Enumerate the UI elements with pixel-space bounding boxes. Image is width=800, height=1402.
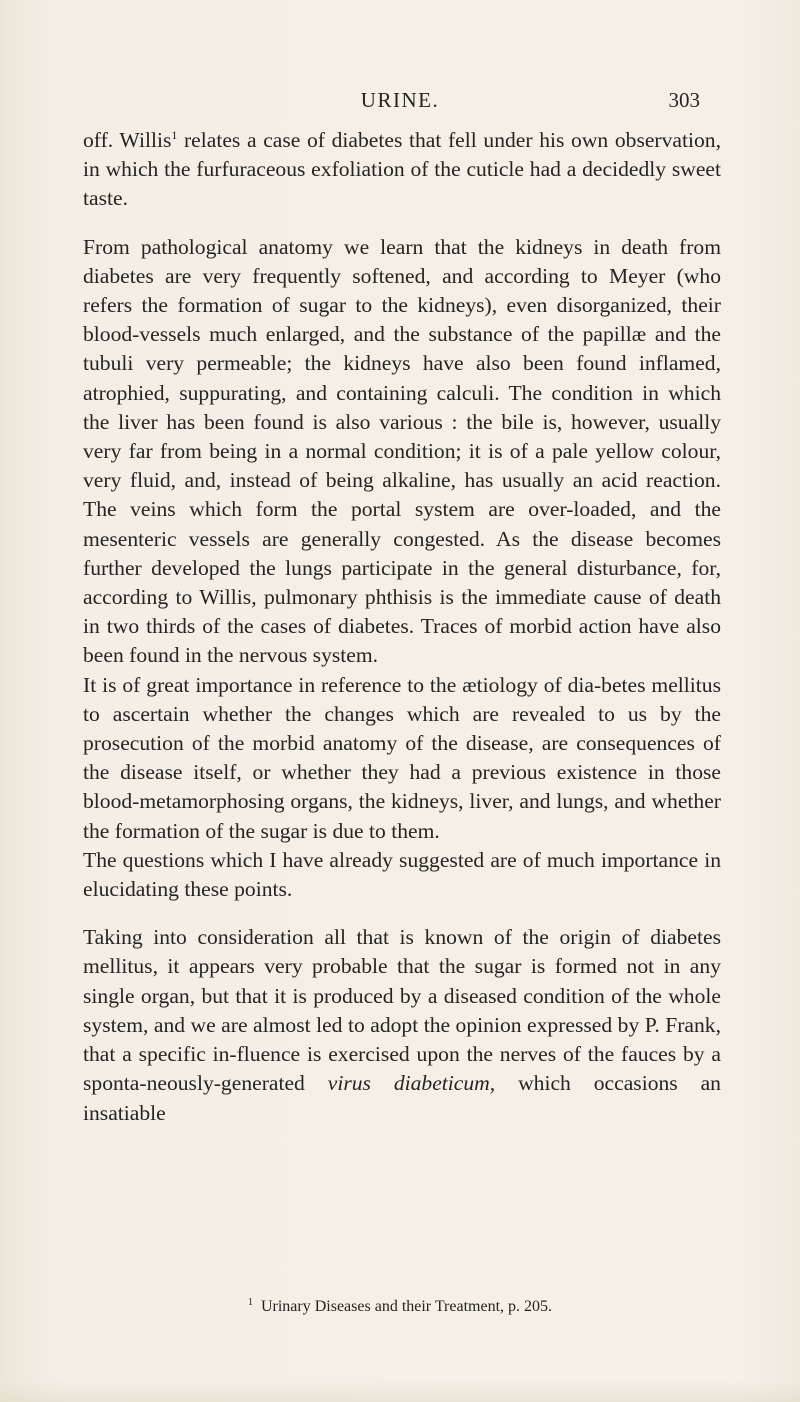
footnote bbox=[0, 1298, 800, 1316]
text-segment: relates a case of diabetes that fell under his own observation, in which the furfuraceous exfoliation of the cuticle had a decidedly sweet taste. bbox=[83, 128, 721, 211]
text-segment: Taking into consideration all that is known of the origin of diabetes mellitus, it appears very probable that the sugar is formed not in any single organ, but that it is produced by a diseased condition of the whole system, and we are almost led to adopt the opinion expressed by P. Frank, that a specific in-fluence is exercised upon the nerves of the fauces by a sponta-neously-generated bbox=[83, 925, 721, 1096]
text-segment: It is of great importance in reference to the ætiology of dia-betes mellitus to ascertain whether the changes which are revealed to us by the prosecution of the morbid anatomy of the disease, are consequences of the disease itself, or whether they had a previous existence in those blood-metamorphosing organs, the kidneys, liver, and lungs, and whether the formation of the sugar is due to them. bbox=[83, 672, 721, 843]
paragraph-origin bbox=[83, 923, 721, 1127]
page-number: 303 bbox=[668, 88, 700, 112]
page-edge-shading bbox=[0, 1380, 800, 1402]
body-text bbox=[83, 126, 721, 1128]
paragraph-questions bbox=[83, 846, 721, 904]
page-header bbox=[0, 88, 800, 118]
text-segment: From pathological anatomy we learn that the kidneys in death from diabetes are very frequently softened, and according to Meyer (who refers the formation of sugar to the kidneys), even disorganized, their blood-vessels much enlarged, and the substance of the papillæ and the tubuli very permeable; the kidneys have also been found inflamed, atrophied, suppurating, and containing calculi. The condition in which the liver has been found is also various : the bile is, however, usually very far from being in a normal condition; it is of a pale yellow colour, very fluid, and, instead of being alkaline, has usually an acid reaction. The veins which form the portal system are over-loaded, and the mesenteric vessels are generally congested. As the disease becomes further developed the lungs participate in the general disturbance, for, according to Willis, pulmonary phthisis is the immediate cause of death in two thirds of the cases of diabetes. Traces of morbid action have also been found in the nervous system. bbox=[83, 234, 721, 668]
paragraph-pathological-anatomy bbox=[83, 233, 721, 671]
text-segment: which occasions an insatiable bbox=[83, 1071, 721, 1125]
footnote-marker: 1 bbox=[171, 128, 178, 142]
italic-term: virus diabeticum, bbox=[327, 1071, 496, 1096]
paragraph-aetiology bbox=[83, 671, 721, 846]
paragraph-willis bbox=[83, 126, 721, 214]
footnote-number: 1 bbox=[247, 1297, 253, 1308]
text-segment: The questions which I have already suggested are of much importance in elucidating these points. bbox=[83, 847, 721, 902]
text-segment: off. Willis bbox=[83, 128, 172, 152]
footnote-text: Urinary Diseases and their Treatment, p. 205. bbox=[260, 1298, 553, 1315]
running-title: URINE. bbox=[360, 88, 440, 112]
